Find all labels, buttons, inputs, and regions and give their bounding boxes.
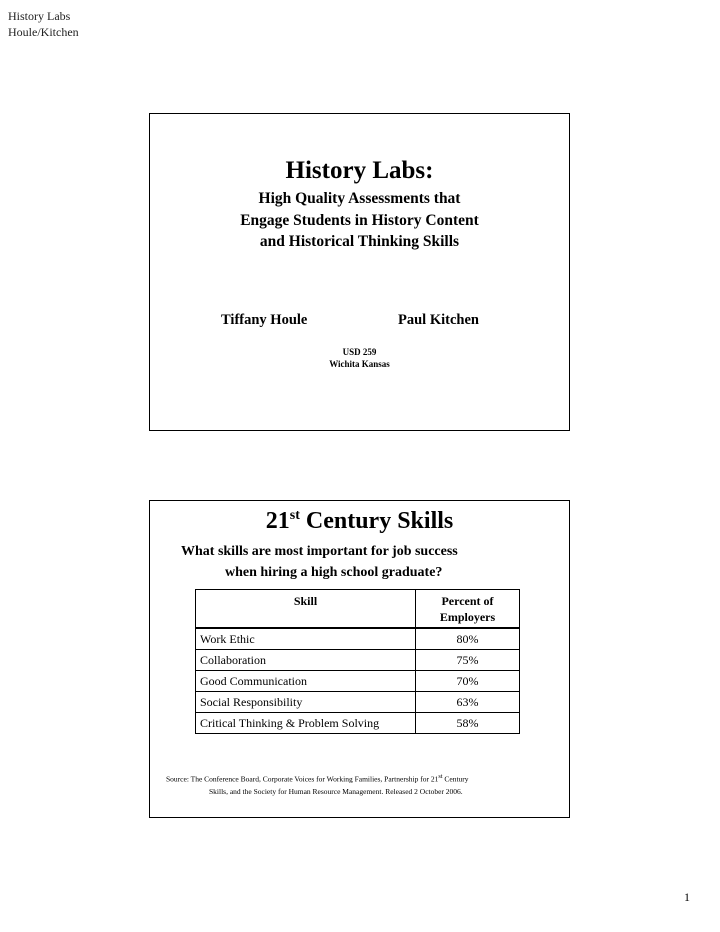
percent-cell: 70% [416,671,520,692]
title-number: 21 [265,508,290,534]
table-row [196,692,520,713]
skills-table [195,589,520,734]
subtitle-line: and Historical Thinking Skills [259,233,460,250]
percent-cell: 75% [416,650,520,671]
source-superscript: st [438,773,443,780]
skill-cell: Work Ethic [196,628,416,650]
slide-subtitle [150,188,569,253]
source-text: Century [442,774,469,784]
district-name: USD 259 [342,347,377,357]
question-line: What skills are most important for job success [181,544,458,559]
subtitle-line: High Quality Assessments that [258,190,461,207]
percent-cell: 63% [416,692,520,713]
skills-slide [149,500,570,818]
table-row [196,713,520,734]
author-name: Tiffany Houle [221,312,308,328]
survey-question [181,541,458,583]
header-title: History Labs [8,9,71,23]
title-superscript: st [289,508,300,523]
title-text: Century Skills [299,508,454,534]
column-header-skill: Skill [196,590,416,629]
organization [150,346,569,370]
table-row [196,671,520,692]
title-slide [149,113,570,431]
table-row [196,628,520,650]
header-authors: Houle/Kitchen [8,25,79,39]
skill-cell: Social Responsibility [196,692,416,713]
skill-cell: Collaboration [196,650,416,671]
percent-cell: 80% [416,628,520,650]
page-header [8,8,79,40]
percent-cell: 58% [416,713,520,734]
source-citation [166,771,561,798]
subtitle-line: Engage Students in History Content [240,211,479,229]
slide-title [150,508,569,535]
author-name: Paul Kitchen [398,312,479,328]
slide-title: History Labs: [285,157,434,184]
table-row [196,650,520,671]
page-number: 1 [684,890,690,904]
source-line: Skills, and the Society for Human Resource Management. Released 2 October 2006. [209,786,463,796]
table-header-row [196,590,520,629]
skill-cell: Good Communication [196,671,416,692]
question-line: when hiring a high school graduate? [225,565,443,580]
skill-cell: Critical Thinking & Problem Solving [196,713,416,734]
column-header-percent: Percent of Employers [416,590,520,629]
source-line [166,771,561,786]
source-text: Source: The Conference Board, Corporate Voices for Working Families, Partnership for 21 [166,774,439,784]
location: Wichita Kansas [329,359,390,369]
